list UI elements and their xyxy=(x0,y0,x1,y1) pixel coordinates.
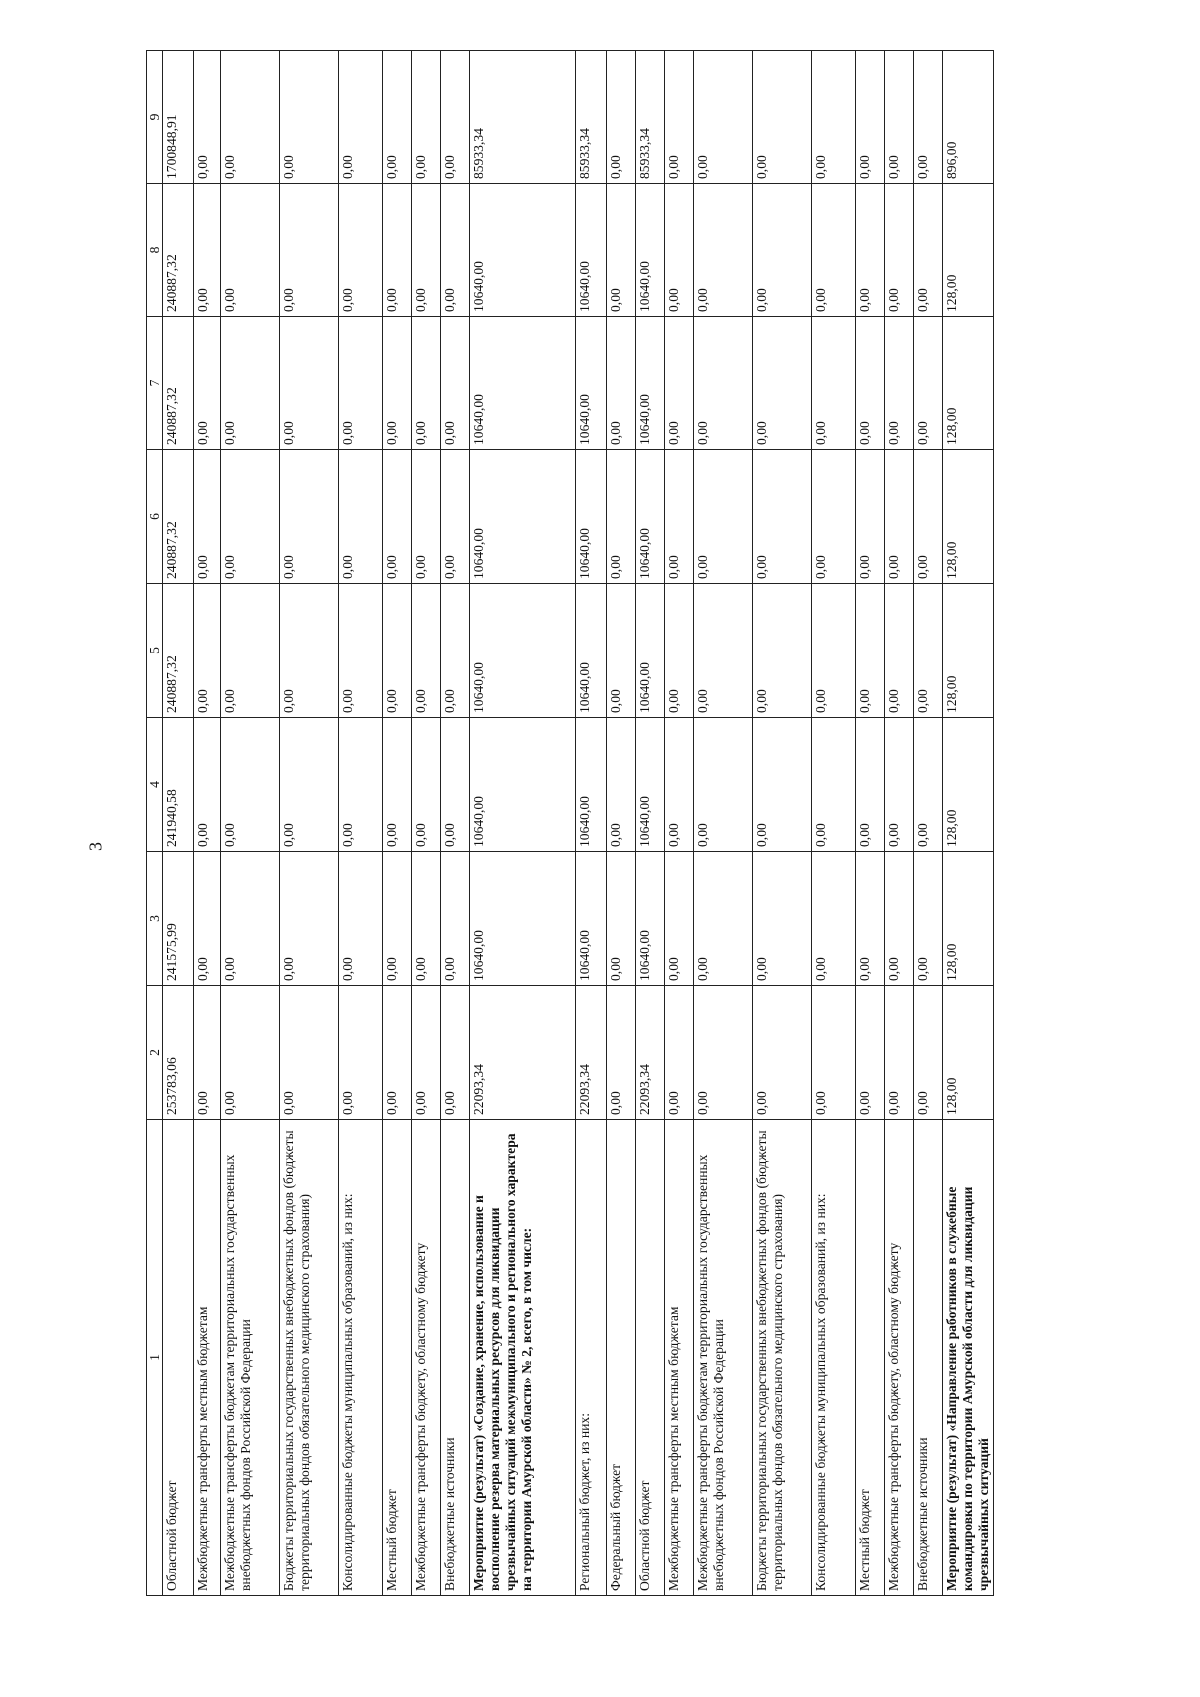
value-cell: 240887,32 xyxy=(163,450,194,584)
value-cell: 85933,34 xyxy=(470,51,576,184)
value-cell: 0,00 xyxy=(221,317,280,450)
row-label: Внебюджетные источники xyxy=(914,1120,943,1596)
value-cell: 0,00 xyxy=(441,51,470,184)
table-row xyxy=(943,51,994,1596)
value-cell: 0,00 xyxy=(194,51,221,184)
value-cell: 10640,00 xyxy=(470,584,576,718)
value-cell: 0,00 xyxy=(412,986,441,1120)
value-cell: 0,00 xyxy=(753,184,812,317)
value-cell: 10640,00 xyxy=(576,317,607,450)
value-cell: 0,00 xyxy=(665,450,694,584)
value-cell: 10640,00 xyxy=(636,450,665,584)
value-cell: 0,00 xyxy=(194,986,221,1120)
value-cell: 0,00 xyxy=(412,852,441,986)
row-label: Федеральный бюджет xyxy=(607,1120,636,1596)
column-header: 2 xyxy=(147,986,163,1120)
value-cell: 0,00 xyxy=(441,184,470,317)
row-label: Местный бюджет xyxy=(856,1120,885,1596)
value-cell: 10640,00 xyxy=(576,584,607,718)
table-row xyxy=(812,51,856,1596)
table-row xyxy=(412,51,441,1596)
value-cell: 0,00 xyxy=(885,450,914,584)
value-cell: 0,00 xyxy=(607,51,636,184)
value-cell: 0,00 xyxy=(194,718,221,852)
value-cell: 0,00 xyxy=(339,51,383,184)
column-header: 8 xyxy=(147,184,163,317)
value-cell: 0,00 xyxy=(856,184,885,317)
value-cell: 0,00 xyxy=(885,852,914,986)
value-cell: 10640,00 xyxy=(470,450,576,584)
value-cell: 10640,00 xyxy=(470,852,576,986)
table-row xyxy=(441,51,470,1596)
column-header: 4 xyxy=(147,718,163,852)
value-cell: 0,00 xyxy=(694,51,753,184)
value-cell: 0,00 xyxy=(607,450,636,584)
table-row xyxy=(339,51,383,1596)
table-row xyxy=(694,51,753,1596)
value-cell: 0,00 xyxy=(280,184,339,317)
value-cell: 0,00 xyxy=(753,852,812,986)
table-row xyxy=(194,51,221,1596)
row-label: Консолидированные бюджеты муниципальных образований, из них: xyxy=(812,1120,856,1596)
value-cell: 128,00 xyxy=(943,584,994,718)
value-cell: 0,00 xyxy=(914,718,943,852)
row-label: Областной бюджет xyxy=(636,1120,665,1596)
value-cell: 0,00 xyxy=(280,718,339,852)
value-cell: 0,00 xyxy=(412,317,441,450)
value-cell: 0,00 xyxy=(914,450,943,584)
value-cell: 10640,00 xyxy=(636,584,665,718)
value-cell: 0,00 xyxy=(914,51,943,184)
table-row xyxy=(280,51,339,1596)
value-cell: 0,00 xyxy=(665,317,694,450)
value-cell: 0,00 xyxy=(607,718,636,852)
value-cell: 0,00 xyxy=(383,450,412,584)
value-cell: 0,00 xyxy=(812,51,856,184)
value-cell: 0,00 xyxy=(694,184,753,317)
value-cell: 0,00 xyxy=(665,852,694,986)
row-label: Межбюджетные трансферты бюджетам территориальных государственных внебюджетных фондов Российской Федерации xyxy=(694,1120,753,1596)
value-cell: 0,00 xyxy=(339,718,383,852)
value-cell: 241940,58 xyxy=(163,718,194,852)
row-label: Межбюджетные трансферты бюджетам территориальных государственных внебюджетных фондов Российской Федерации xyxy=(221,1120,280,1596)
value-cell: 0,00 xyxy=(221,450,280,584)
budget-table xyxy=(146,50,994,1596)
value-cell: 85933,34 xyxy=(576,51,607,184)
value-cell: 10640,00 xyxy=(470,317,576,450)
value-cell: 0,00 xyxy=(856,718,885,852)
table-row xyxy=(576,51,607,1596)
value-cell: 0,00 xyxy=(221,584,280,718)
value-cell: 10640,00 xyxy=(636,718,665,852)
value-cell: 0,00 xyxy=(441,986,470,1120)
value-cell: 0,00 xyxy=(694,317,753,450)
value-cell: 0,00 xyxy=(383,317,412,450)
value-cell: 0,00 xyxy=(441,450,470,584)
table-row xyxy=(607,51,636,1596)
value-cell: 241575,99 xyxy=(163,852,194,986)
value-cell: 10640,00 xyxy=(636,852,665,986)
value-cell: 0,00 xyxy=(441,718,470,852)
row-label: Межбюджетные трансферты бюджету, областному бюджету xyxy=(885,1120,914,1596)
value-cell: 0,00 xyxy=(383,718,412,852)
value-cell: 0,00 xyxy=(607,184,636,317)
value-cell: 0,00 xyxy=(694,986,753,1120)
value-cell: 0,00 xyxy=(914,184,943,317)
value-cell: 128,00 xyxy=(943,718,994,852)
value-cell: 0,00 xyxy=(914,852,943,986)
value-cell: 0,00 xyxy=(383,51,412,184)
value-cell: 0,00 xyxy=(694,450,753,584)
value-cell: 10640,00 xyxy=(470,718,576,852)
table-row xyxy=(221,51,280,1596)
value-cell: 0,00 xyxy=(885,184,914,317)
value-cell: 128,00 xyxy=(943,184,994,317)
value-cell: 0,00 xyxy=(441,852,470,986)
row-label: Бюджеты территориальных государственных внебюджетных фондов (бюджеты территориальных фондов обязательного медицинского страхования) xyxy=(280,1120,339,1596)
value-cell: 0,00 xyxy=(607,584,636,718)
value-cell: 240887,32 xyxy=(163,584,194,718)
value-cell: 0,00 xyxy=(694,584,753,718)
row-label: Бюджеты территориальных государственных внебюджетных фондов (бюджеты территориальных фондов обязательного медицинского страхования) xyxy=(753,1120,812,1596)
value-cell: 0,00 xyxy=(280,450,339,584)
value-cell: 0,00 xyxy=(665,986,694,1120)
value-cell: 0,00 xyxy=(383,852,412,986)
value-cell: 0,00 xyxy=(383,584,412,718)
value-cell: 240887,32 xyxy=(163,184,194,317)
value-cell: 0,00 xyxy=(194,317,221,450)
value-cell: 0,00 xyxy=(812,584,856,718)
value-cell: 10640,00 xyxy=(576,852,607,986)
value-cell: 0,00 xyxy=(412,718,441,852)
value-cell: 0,00 xyxy=(412,184,441,317)
value-cell: 1700848,91 xyxy=(163,51,194,184)
column-header: 6 xyxy=(147,450,163,584)
value-cell: 22093,34 xyxy=(576,986,607,1120)
value-cell: 128,00 xyxy=(943,852,994,986)
value-cell: 0,00 xyxy=(914,584,943,718)
table-row xyxy=(636,51,665,1596)
value-cell: 0,00 xyxy=(753,584,812,718)
value-cell: 0,00 xyxy=(194,584,221,718)
table-row xyxy=(914,51,943,1596)
value-cell: 10640,00 xyxy=(636,317,665,450)
page-number: 3 xyxy=(85,842,106,851)
row-label: Межбюджетные трансферты местным бюджетам xyxy=(194,1120,221,1596)
value-cell: 0,00 xyxy=(753,51,812,184)
value-cell: 0,00 xyxy=(339,852,383,986)
value-cell: 0,00 xyxy=(412,450,441,584)
value-cell: 0,00 xyxy=(441,584,470,718)
table-row xyxy=(470,51,576,1596)
value-cell: 0,00 xyxy=(194,852,221,986)
value-cell: 0,00 xyxy=(339,184,383,317)
value-cell: 0,00 xyxy=(441,317,470,450)
value-cell: 0,00 xyxy=(412,51,441,184)
value-cell: 0,00 xyxy=(694,852,753,986)
value-cell: 128,00 xyxy=(943,450,994,584)
value-cell: 0,00 xyxy=(856,584,885,718)
value-cell: 0,00 xyxy=(339,986,383,1120)
row-label: Внебюджетные источники xyxy=(441,1120,470,1596)
value-cell: 85933,34 xyxy=(636,51,665,184)
value-cell: 896,00 xyxy=(943,51,994,184)
row-label: Мероприятие (результат) «Создание, хранение, использование и восполнение резерва материальных ресурсов для ликвидации чрезвычайных ситуаций межмуниципального и регионального характера на территории Амурской области» № 2, всего, в том числе: xyxy=(470,1120,576,1596)
value-cell: 0,00 xyxy=(856,51,885,184)
value-cell: 10640,00 xyxy=(576,184,607,317)
value-cell: 128,00 xyxy=(943,317,994,450)
row-label: Региональный бюджет, из них: xyxy=(576,1120,607,1596)
row-label: Межбюджетные трансферты бюджету, областному бюджету xyxy=(412,1120,441,1596)
value-cell: 0,00 xyxy=(812,852,856,986)
value-cell: 0,00 xyxy=(812,184,856,317)
value-cell: 0,00 xyxy=(885,51,914,184)
value-cell: 0,00 xyxy=(339,584,383,718)
value-cell: 0,00 xyxy=(694,718,753,852)
column-header: 5 xyxy=(147,584,163,718)
column-header: 9 xyxy=(147,51,163,184)
value-cell: 0,00 xyxy=(856,986,885,1120)
value-cell: 0,00 xyxy=(812,718,856,852)
value-cell: 0,00 xyxy=(221,718,280,852)
value-cell: 0,00 xyxy=(812,986,856,1120)
row-label: Областной бюджет xyxy=(163,1120,194,1596)
value-cell: 0,00 xyxy=(280,584,339,718)
value-cell: 0,00 xyxy=(812,450,856,584)
table-row xyxy=(753,51,812,1596)
table-row xyxy=(885,51,914,1596)
value-cell: 10640,00 xyxy=(470,184,576,317)
value-cell: 0,00 xyxy=(812,317,856,450)
value-cell: 0,00 xyxy=(753,450,812,584)
value-cell: 10640,00 xyxy=(636,184,665,317)
value-cell: 0,00 xyxy=(914,317,943,450)
value-cell: 0,00 xyxy=(280,51,339,184)
value-cell: 0,00 xyxy=(665,584,694,718)
value-cell: 0,00 xyxy=(753,317,812,450)
table-body xyxy=(163,51,994,1596)
value-cell: 0,00 xyxy=(339,317,383,450)
value-cell: 0,00 xyxy=(383,184,412,317)
value-cell: 0,00 xyxy=(607,317,636,450)
value-cell: 0,00 xyxy=(280,986,339,1120)
value-cell: 253783,06 xyxy=(163,986,194,1120)
value-cell: 0,00 xyxy=(221,852,280,986)
column-header: 7 xyxy=(147,317,163,450)
value-cell: 0,00 xyxy=(194,450,221,584)
value-cell: 22093,34 xyxy=(470,986,576,1120)
table-row xyxy=(665,51,694,1596)
value-cell: 0,00 xyxy=(280,852,339,986)
table-row xyxy=(383,51,412,1596)
row-label: Межбюджетные трансферты местным бюджетам xyxy=(665,1120,694,1596)
value-cell: 240887,32 xyxy=(163,317,194,450)
row-label: Местный бюджет xyxy=(383,1120,412,1596)
column-header: 1 xyxy=(147,1120,163,1596)
value-cell: 0,00 xyxy=(665,184,694,317)
value-cell: 0,00 xyxy=(885,317,914,450)
value-cell: 0,00 xyxy=(607,852,636,986)
value-cell: 0,00 xyxy=(607,986,636,1120)
value-cell: 0,00 xyxy=(914,986,943,1120)
value-cell: 0,00 xyxy=(856,450,885,584)
value-cell: 0,00 xyxy=(280,317,339,450)
value-cell: 0,00 xyxy=(856,852,885,986)
row-label: Консолидированные бюджеты муниципальных образований, из них: xyxy=(339,1120,383,1596)
value-cell: 0,00 xyxy=(885,584,914,718)
value-cell: 0,00 xyxy=(753,986,812,1120)
table-header-row xyxy=(147,51,163,1596)
value-cell: 22093,34 xyxy=(636,986,665,1120)
column-header: 3 xyxy=(147,852,163,986)
value-cell: 0,00 xyxy=(885,986,914,1120)
value-cell: 10640,00 xyxy=(576,450,607,584)
value-cell: 0,00 xyxy=(753,718,812,852)
table-row xyxy=(163,51,194,1596)
table-row xyxy=(856,51,885,1596)
row-label: Мероприятие (результат) «Направление работников в служебные командировки по территории Амурской области для ликвидации чрезвычайных ситуаций xyxy=(943,1120,994,1596)
value-cell: 0,00 xyxy=(221,51,280,184)
value-cell: 10640,00 xyxy=(576,718,607,852)
value-cell: 0,00 xyxy=(856,317,885,450)
value-cell: 0,00 xyxy=(665,718,694,852)
value-cell: 0,00 xyxy=(221,184,280,317)
value-cell: 0,00 xyxy=(665,51,694,184)
value-cell: 0,00 xyxy=(885,718,914,852)
value-cell: 0,00 xyxy=(339,450,383,584)
value-cell: 0,00 xyxy=(194,184,221,317)
value-cell: 0,00 xyxy=(412,584,441,718)
value-cell: 128,00 xyxy=(943,986,994,1120)
value-cell: 0,00 xyxy=(383,986,412,1120)
rotated-table-container xyxy=(146,50,994,1596)
value-cell: 0,00 xyxy=(221,986,280,1120)
